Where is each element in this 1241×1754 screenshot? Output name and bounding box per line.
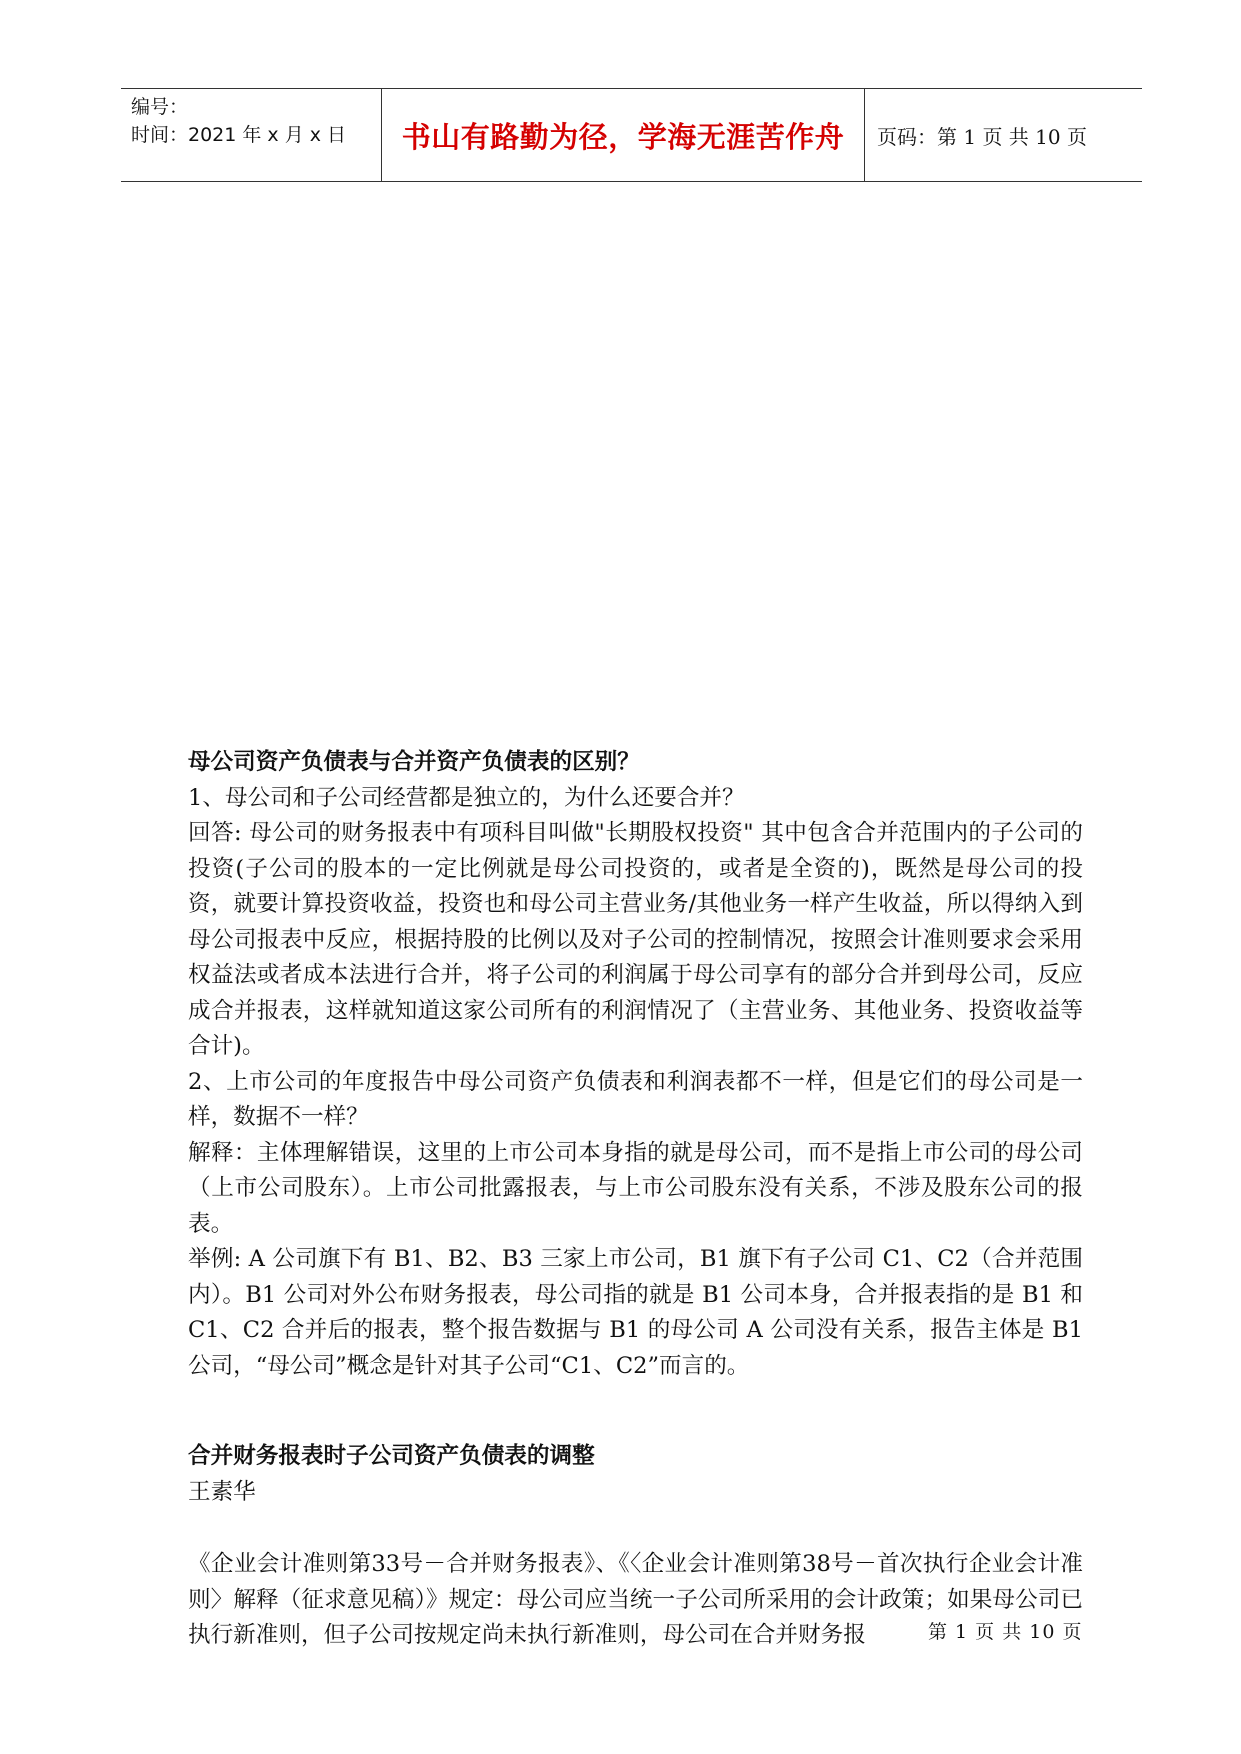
paragraph-answer-1: 回答: 母公司的财务报表中有项科目叫做"长期股权投资" 其中包含合并范围内的子公司的投资(子公司的股本的一定比例就是母公司投资的，或者是全资的)，既然是母公司的投资，就要计算投资收益，投资也和母公司主营业务/其他业务一样产生收益，所以得纳入到母公司报表中反应，根据持股的比例以及对子公司的控制情况，按照会计准则要求会采用权益法或者成本法进行合并，将子公司的利润属于母公司享有的部分合并到母公司，反应成合并报表，这样就知道这家公司所有的利润情况了（主营业务、其他业务、投资收益等合计)。 — [188, 820, 1083, 1059]
article-author: 王素华 — [188, 1478, 256, 1505]
article-title: 母公司资产负债表与合并资产负债表的区别？ — [188, 749, 640, 775]
paragraph-example: 举例: A 公司旗下有 B1、B2、B3 三家上市公司，B1 旗下有子公司 C1、C2（合并范围内）。B1 公司对外公布财务报表，母公司指的就是 B1 公司本身，合并报表指的是 B1 和 C1、C2 合并后的报表，整个报告数据与 B1 的母公司 A 公司没有关系，报告主体是 B1 公司，“母公司”概念是针对其子公司“C1、C2”而言的。 — [188, 1246, 1083, 1379]
page-footer: 第 1 页 共 10 页 — [928, 1621, 1083, 1643]
paragraph-answer-2: 解释：主体理解错误，这里的上市公司本身指的就是母公司，而不是指上市公司的母公司（上市公司股东）。上市公司批露报表，与上市公司股东没有关系，不涉及股东公司的报表。 — [188, 1139, 1083, 1237]
paragraph-regulation: 《企业会计准则第33号－合并财务报表》、《〈企业会计准则第38号－首次执行企业会计准则〉解释（征求意见稿）》规定：母公司应当统一子公司所采用的会计政策；如果母公司已执行新准则，但子公司按规定尚未执行新准则，母公司在合并财务报 — [188, 1551, 1083, 1648]
paragraph-question-2: 2、上市公司的年度报告中母公司资产负债表和利润表都不一样，但是它们的母公司是一样，数据不一样？ — [188, 1068, 1083, 1130]
article-title-2: 合并财务报表时子公司资产负债表的调整 — [188, 1443, 595, 1469]
paragraph-question-1: 1、母公司和子公司经营都是独立的，为什么还要合并？ — [188, 784, 745, 811]
section-spacer — [188, 1384, 1083, 1439]
header-page-info: 页码：第 1 页 共 10 页 — [877, 124, 1087, 149]
author-spacer — [188, 1510, 1083, 1547]
document-body — [188, 745, 1083, 1654]
header-motto: 书山有路勤为径，学海无涯苦作舟 — [381, 89, 865, 181]
page-header — [121, 88, 1142, 182]
document-time: 时间：2021 年 x 月 x 日 — [131, 124, 347, 146]
header-meta — [131, 93, 381, 149]
document-number-label: 编号： — [131, 96, 189, 118]
